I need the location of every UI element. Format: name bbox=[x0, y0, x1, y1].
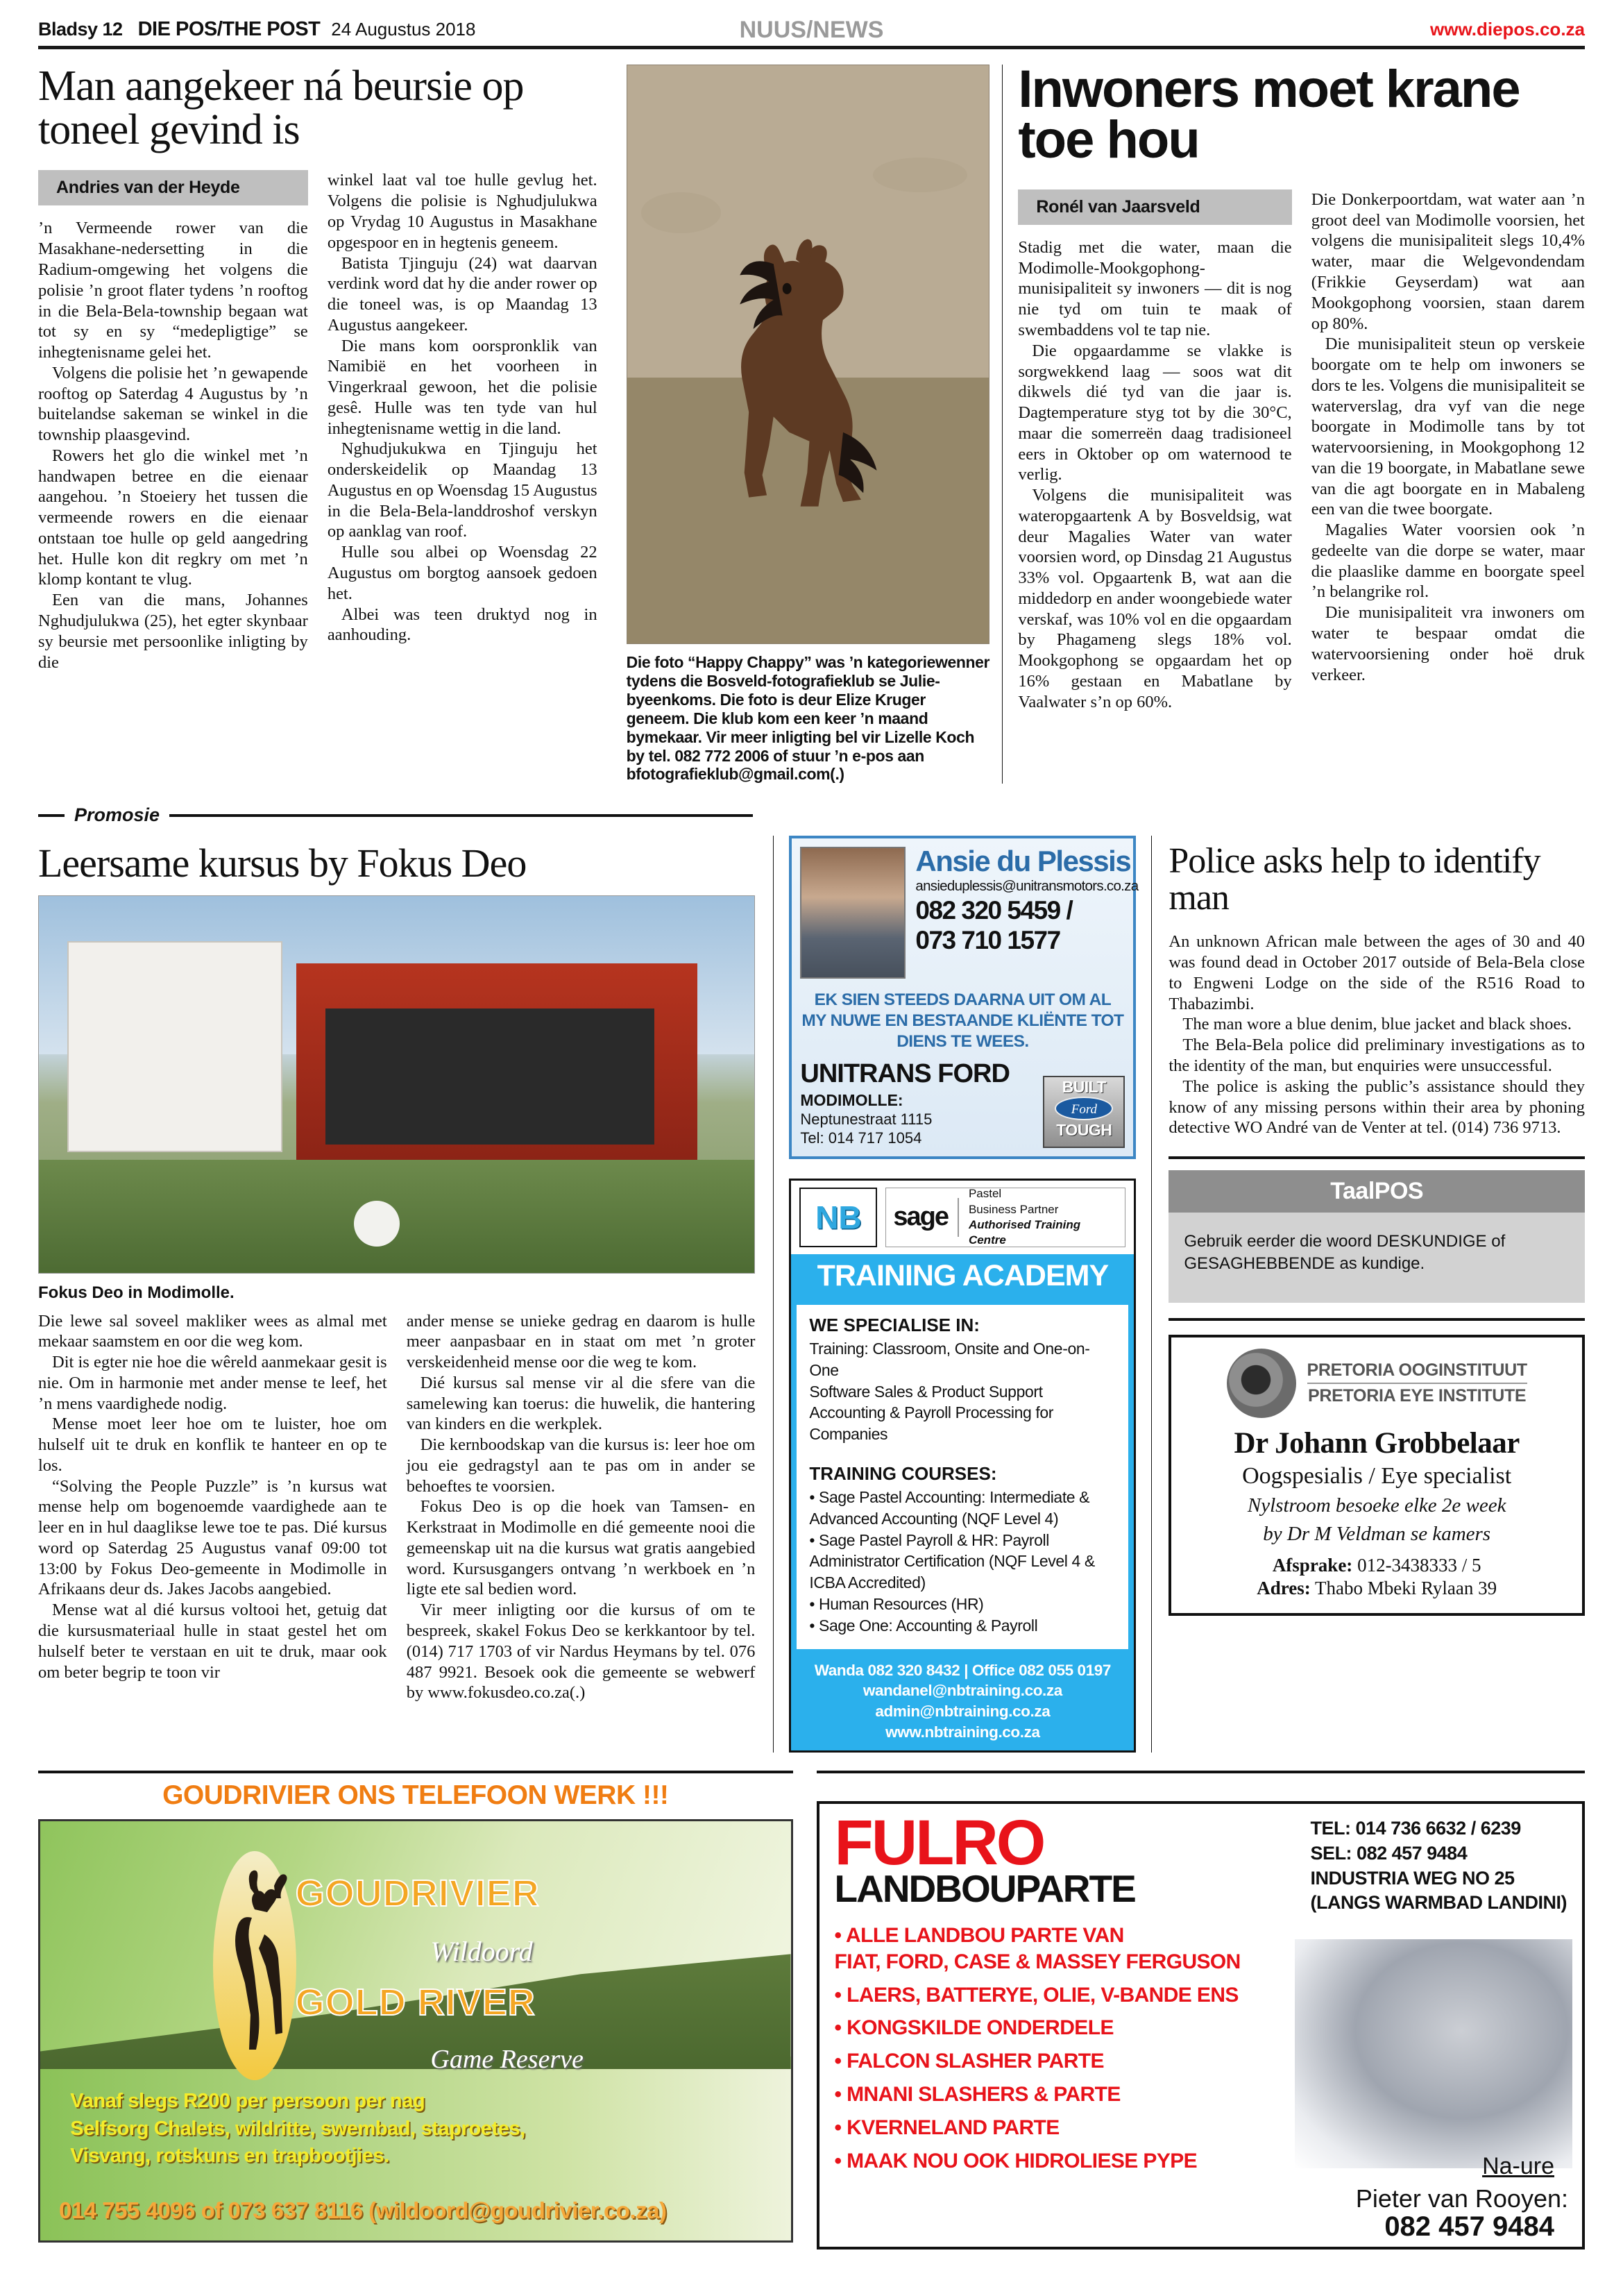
paragraph: Hulle sou albei op Woensdag 22 Augustus om borgtog aansoek gedoen het. bbox=[327, 543, 597, 603]
nb-contact-line[interactable]: admin@nbtraining.co.za bbox=[875, 1703, 1051, 1721]
afterhours-label: Na-ure bbox=[1482, 2153, 1554, 2180]
nb-course-item: • Sage Pastel Payroll & HR: Payroll Administrator Certification (NQF Level 4 & ICBA Accredited) bbox=[809, 1530, 1095, 1592]
article-main-col-2 bbox=[328, 170, 597, 673]
nb-course-item: • Human Resources (HR) bbox=[809, 1595, 984, 1614]
offer-line: Visvang, rotskuns en trapbootjies. bbox=[70, 2144, 389, 2167]
paragraph: Rowers het glo die winkel met ’n handwapen betree en die eienaar aangehou. ’n Stoeiery het tussen die vermeende rowers en die eienaar ontstaan toe hulle op geld aangedring het. Hulle kon dit regkry om met ’n klomp kontant te vlug. bbox=[38, 446, 308, 589]
nb-contact-line[interactable]: www.nbtraining.co.za bbox=[885, 1723, 1040, 1741]
paragraph: Die munisipaliteit steun op verskeie boorgate om te help om inwoners se dors te les. Volgens die munisipaliteit se waterverslag, dra vyf van die nege boorgate in Modimolle tans by tot watervoorsiening, in Mookgophong 12 van die 19 boorgate, in Mabatlane sewe van die agt boorgate en in Mabaleng een van die twee boorgate. bbox=[1311, 335, 1585, 519]
ansie-name: Ansie du Plessis bbox=[915, 845, 1131, 878]
right-column bbox=[1151, 836, 1585, 1753]
rule-line bbox=[169, 814, 753, 817]
page-number-label: Bladsy 12 bbox=[38, 19, 123, 40]
paragraph: winkel laat val toe hulle gevlug het. Volgens die polisie is Nghudjulukwa op Vrydag 10 Augustus in Masakhane opgespoor en in hegtenis geneem. bbox=[327, 171, 597, 252]
publication-title: DIE POS/THE POST bbox=[137, 18, 321, 40]
ads-column-middle bbox=[773, 836, 1151, 1753]
nb-specialise-item: Software Sales & Product Support bbox=[809, 1382, 1043, 1401]
nb-contact-line[interactable]: wandanel@nbtraining.co.za bbox=[863, 1682, 1062, 1700]
article-man-aangekeer bbox=[38, 62, 614, 784]
visit-line-2: by Dr M Veldman se kamers bbox=[1263, 1523, 1491, 1546]
fulro-brand: FULRO bbox=[834, 1807, 1044, 1879]
goudrivier-script-en: Game Reserve bbox=[430, 2044, 584, 2074]
article-water-col-2 bbox=[1311, 189, 1585, 713]
promosie-label: Promosie bbox=[74, 804, 160, 826]
fokus-col-1 bbox=[38, 1311, 387, 1704]
fulro-item: FIAT, FORD, CASE & MASSEY FERGUSON bbox=[834, 1950, 1241, 1973]
paragraph: Dit is egter nie hoe die wêreld aanmekaar gesit is nie. Om in harmonie met ander mense te leef, het ’n mens vaardighede nodig. bbox=[38, 1353, 387, 1413]
ansie-phone-1[interactable]: 082 320 5459 / bbox=[915, 896, 1073, 925]
article-water-col-1 bbox=[1018, 189, 1291, 713]
paragraph: The Bela-Bela police did preliminary investigations as to the identity of the man, but enquiries were unsuccessful. bbox=[1169, 1036, 1585, 1075]
ford-oval-logo: Ford bbox=[1055, 1097, 1113, 1120]
doctor-name: Dr Johann Grobbelaar bbox=[1234, 1427, 1520, 1460]
paragraph: Die kernboodskap van die kursus is: leer hoe om jou eie gedragstyl aan te pas om in ander se behoeftes te voorsien. bbox=[406, 1435, 756, 1496]
paragraph: Volgens die munisipaliteit was wateropgaartenk A by Bosveldsig, wat deur Magalies Water van water voorsien word, op Dinsdag 21 Augustus 33% vol. Opgaartenk B, wat aan die middedorp en ander woongebiede water verskaf, was 10% vol en die opgaardam by Phagameng slegs 18% vol. Mookgophong se opgaardam het op 16% gestaan en Mabatlane by Vaalwater s’n op 60%. bbox=[1018, 486, 1292, 711]
badge-built-text: BUILT bbox=[1062, 1077, 1107, 1096]
ad-fulro[interactable] bbox=[817, 1771, 1585, 2249]
fokus-deo-photo bbox=[38, 895, 755, 1274]
paragraph: Dié kursus sal mense vir al die sfere van die samelewing kan toerus: die huwelik, die hantering van kinders en die werkplek. bbox=[406, 1373, 756, 1434]
promosie-rule bbox=[38, 804, 753, 826]
paragraph: ’n Vermeende rower van die Masakhane-nedersetting in die Radium-omgewing het volgens die polisie ’n groot flater tydens ’n rooftog in die Bela-Bela-township begaan wat tot sy en sy “medepligtige” se inhegtenisname gelei het. bbox=[38, 219, 308, 362]
paragraph: Nghudjukukwa en Tjinguju het onderskeidelik op Maandag 13 Augustus en op Woensdag 15 Augustus in die Bela-Bela-landdroshof verskyn op aanklag van roof. bbox=[327, 439, 597, 541]
headline-inwoners: Inwoners moet krane toe hou bbox=[1018, 60, 1520, 169]
doctor-specialty: Oogspesialis / Eye specialist bbox=[1242, 1463, 1512, 1489]
photo-caption: Die foto “Happy Chappy” was ’n kategoriewenner tydens die Bosveld-fotografieklub se Julie-byeenkoms. Die foto is deur Elize Kruger geneem. Die klub kom een keer ’n maand bymekaar. Vir meer inligting bel vir Lizelle Koch by tel. 082 772 2006 of stuur ’n e-pos aan bfotografieklub@gmail.com(.) bbox=[626, 653, 990, 784]
afterhours-name: Pieter van Rooyen: bbox=[1355, 2184, 1568, 2213]
fulro-subtitle: LANDBOUPARTE bbox=[834, 1866, 1135, 1910]
goudrivier-offer bbox=[70, 2088, 525, 2169]
eye-logo-icon bbox=[1227, 1349, 1296, 1418]
byline-ronel: Ronél van Jaarsveld bbox=[1018, 189, 1291, 225]
top-section bbox=[38, 60, 1585, 784]
paragraph: Vir meer inligting oor die kursus of om te bespreek, skakel Fokus Deo se kerkkantoor by tel. (014) 717 1703 of vir Nardus Heymans by tel. 076 487 9921. Besoek ook die gemeente se webwerf by www.fokusdeo.co.za(.) bbox=[406, 1601, 756, 1703]
nb-logo: NB bbox=[799, 1188, 877, 1247]
institute-name-af: PRETORIA OOGINSTITUUT bbox=[1307, 1360, 1527, 1381]
nb-specialise-item: Accounting & Payroll Processing for Companies bbox=[809, 1403, 1053, 1444]
tractor-parts-image bbox=[1295, 1939, 1572, 2168]
paragraph: Een van die mans, Johannes Nghudjulukwa (25), het egter skynbaar sy beursie met persoonlike inligting by die bbox=[38, 591, 308, 672]
badge-tough-text: TOUGH bbox=[1056, 1121, 1112, 1140]
address-line bbox=[1184, 1578, 1570, 1599]
sage-line-3: Authorised Training Centre bbox=[968, 1217, 1081, 1247]
paragraph: Mense moet leer hoe om te luister, hoe om hulself uit te druk en konflik te hanteer en op te los. bbox=[38, 1415, 387, 1475]
paragraph: Mense wat al dié kursus voltooi het, getuig dat die kursusmateriaal hulle in staat gestel het om hulself beter te verstaan en uit te druk, maar ook om beter begrip te toon vir bbox=[38, 1601, 387, 1682]
fulro-address-1: INDUSTRIA WEG NO 25 bbox=[1310, 1867, 1515, 1889]
sage-line-1: Pastel bbox=[968, 1187, 1002, 1201]
paragraph: Batista Tjinguju (24) wat daarvan verdink word dat hy die ander rower op die toneel was, is op Maandag 13 Augustus aangekeer. bbox=[327, 253, 597, 335]
fulro-item: • KVERNELAND PARTE bbox=[834, 2116, 1060, 2139]
headline-fokus-deo: Leersame kursus by Fokus Deo bbox=[38, 841, 527, 886]
goudrivier-brand-af: GOUDRIVIER bbox=[295, 1872, 540, 1914]
paragraph: Fokus Deo is op die hoek van Tamsen- en Kerkstraat in Modimolle en dié gemeente nooi die gemeenskap uit na die kursus wat gratis aangebied word. Kursusgangers ontvang ’n werkboek en ’n ligte ete sal bedien word. bbox=[406, 1497, 756, 1599]
article-main-col-1 bbox=[38, 170, 308, 673]
byline-andries: Andries van der Heyde bbox=[38, 170, 308, 205]
fulro-item: • MAAK NOU OOK HIDROLIESE PYPE bbox=[834, 2149, 1198, 2172]
appointments-line[interactable] bbox=[1184, 1555, 1570, 1576]
institute-name-en: PRETORIA EYE INSTITUTE bbox=[1307, 1383, 1527, 1406]
ad-pretoria-eye-institute[interactable] bbox=[1169, 1335, 1585, 1616]
fulro-item: • KONGSKILDE ONDERDELE bbox=[834, 2016, 1114, 2040]
article-fokus-deo bbox=[38, 836, 773, 1753]
paragraph: ander mense se unieke gedrag en daarom is hulle meer aanpasbaar en in staat om met ’n groter verskeidenheid mense oor die weg te kom. bbox=[406, 1311, 756, 1372]
nb-courses-heading: TRAINING COURSES: bbox=[809, 1463, 997, 1485]
unitrans-tel[interactable]: Tel: 014 717 1054 bbox=[800, 1129, 922, 1147]
nb-course-item: • Sage Pastel Accounting: Intermediate & Advanced Accounting (NQF Level 4) bbox=[809, 1488, 1090, 1528]
paragraph: Die lewe sal soveel makliker wees as almal met mekaar saamstem en oor die weg kom. bbox=[38, 1311, 387, 1351]
paragraph: Die munisipaliteit vra inwoners om water te bespaar omdat die watervoorsiening onder hoë druk verkeer. bbox=[1311, 603, 1585, 684]
address-label: Adres: bbox=[1257, 1577, 1311, 1598]
fulro-item: • ALLE LANDBOU PARTE VAN bbox=[834, 1923, 1124, 1947]
fulro-item: • MNANI SLASHERS & PARTE bbox=[834, 2082, 1121, 2106]
taalpos-title: TaalPOS bbox=[1169, 1170, 1585, 1213]
visit-line-1: Nylstroom besoeke elke 2e week bbox=[1247, 1494, 1506, 1517]
nb-course-item: • Sage One: Accounting & Payroll bbox=[809, 1616, 1038, 1635]
ansie-portrait bbox=[800, 847, 906, 979]
ansie-phone-2[interactable]: 073 710 1577 bbox=[915, 925, 1060, 954]
article-inwoners-water bbox=[1002, 60, 1585, 784]
logo-divider bbox=[958, 1198, 959, 1237]
fulro-item: • LAERS, BATTERYE, OLIE, V-BANDE ENS bbox=[834, 1983, 1239, 2007]
horse-photo bbox=[627, 65, 990, 644]
nb-specialise-item: Training: Classroom, Onsite and One-on-One bbox=[809, 1339, 1090, 1379]
paragraph: “Solving the People Puzzle” is ’n kursus wat mense help om bogenoemde vaardighede aan te leer en in hul daaglikse lewe toe te pas. Dié kursus word op Saterdag 25 Augustus vanaf 09:00 tot 13:00 by Fokus Deo-gemeente in Modimolle in Afrikaans deur ds. Jakes Jacobs aangebied. bbox=[38, 1476, 387, 1599]
website-url[interactable]: www.diepos.co.za bbox=[1430, 19, 1585, 40]
appointments-value[interactable]: 012-3438333 / 5 bbox=[1357, 1554, 1481, 1576]
nb-contact-line[interactable]: Wanda 082 320 8432 | Office 082 055 0197 bbox=[814, 1661, 1111, 1679]
horse-photo-block bbox=[614, 65, 1003, 784]
ad-goudrivier[interactable] bbox=[38, 1771, 793, 2249]
paragraph: Die opgaardamme se vlakke is sorgwekkend laag — soos wat dit dikwels dié tyd van die jaar is. Dagtemperature styg tot by die 30°C, maar die somerreën daag tradisioneel eers in Oktober op om waternood te verlig. bbox=[1018, 341, 1292, 484]
offer-line: Selfsorg Chalets, wildritte, swembad, staproetes, bbox=[70, 2117, 525, 2140]
goudrivier-artwork bbox=[38, 1819, 793, 2243]
unitrans-branch: MODIMOLLE: bbox=[800, 1090, 903, 1109]
masthead bbox=[38, 0, 1585, 41]
built-ford-tough-badge bbox=[1043, 1076, 1125, 1148]
goudrivier-script-af: Wildoord bbox=[430, 1935, 533, 1967]
ansie-email[interactable]: ansieduplessis@unitransmotors.co.za bbox=[915, 878, 1139, 895]
headline-police: Police asks help to identify man bbox=[1169, 841, 1540, 918]
ad-ansie-du-plessis[interactable] bbox=[789, 836, 1139, 1159]
offer-line: Vanaf slegs R200 per persoon per nag bbox=[70, 2090, 425, 2113]
goudrivier-contact[interactable]: 014 755 4096 of 073 637 8116 (wildoord@goudrivier.co.za) bbox=[59, 2197, 667, 2224]
sage-wordmark: sage bbox=[893, 1202, 948, 1232]
divider bbox=[1169, 1318, 1585, 1321]
fulro-item: • FALCON SLASHER PARTE bbox=[834, 2050, 1104, 2073]
nb-specialise-heading: WE SPECIALISE IN: bbox=[809, 1314, 980, 1335]
mid-section bbox=[38, 836, 1585, 1753]
goudrivier-header: GOUDRIVIER ONS TELEFOON WERK !!! bbox=[162, 1780, 669, 1811]
unitrans-address: Neptunestraat 1115 bbox=[800, 1110, 933, 1128]
unitrans-ford-name: UNITRANS FORD bbox=[800, 1058, 1010, 1088]
headline-man-aangekeer: Man aangekeer ná beursie op toneel gevind is bbox=[38, 62, 524, 154]
paragraph: Die mans kom oorspronklik van Namibië en het voorheen in Vingerkraal gewoon, het die polisie gesê. Hulle was ten tyde van hul inhegtenisname wettig in die land. bbox=[327, 336, 597, 438]
paragraph: Stadig met die water, maan die Modimolle-Mookgophong-munisipaliteit sy inwoners — dit is nog nie tyd om tuin te maak of swembaddens vol te tap nie. bbox=[1018, 237, 1292, 339]
paragraph: The police is asking the public’s assistance should they know of any missing persons within their area by phoning detective WO André van de Venter at tel. (014) 736 9713. bbox=[1169, 1077, 1585, 1138]
publication-date: 24 Augustus 2018 bbox=[331, 19, 476, 40]
paragraph: Albei was teen druktyd nog in aanhouding. bbox=[327, 605, 597, 645]
rule-dash bbox=[38, 814, 65, 817]
horse-illustration bbox=[699, 135, 924, 609]
fokus-photo-caption: Fokus Deo in Modimolle. bbox=[38, 1283, 235, 1302]
masthead-rule bbox=[38, 46, 1585, 49]
fulro-cell[interactable]: SEL: 082 457 9484 bbox=[1310, 1843, 1468, 1864]
paragraph: The man wore a blue denim, blue jacket and black shoes. bbox=[1182, 1015, 1572, 1034]
ad-nb-training-academy[interactable] bbox=[789, 1179, 1136, 1753]
goudrivier-brand-en: GOLD RIVER bbox=[295, 1981, 536, 2023]
paragraph: Volgens die polisie het ’n gewapende rooftog op Saterdag 4 Augustus by ’n buitelandse sakeman se winkel in die township plaasgevind. bbox=[38, 363, 308, 445]
paragraph: Die Donkerpoortdam, wat water aan ’n groot deel van Modimolle voorsien, het volgens die munisipaliteit slegs 10,4% water, maar die Welgevondendam (Frikkie Geyserdam) wat aan Mookgophong voorsien, staan darem op 80%. bbox=[1311, 189, 1585, 333]
kudu-icon bbox=[224, 1868, 300, 2069]
sage-partner-logo bbox=[885, 1188, 1125, 1247]
nb-banner-title: TRAINING ACADEMY bbox=[791, 1254, 1134, 1299]
fokus-col-2 bbox=[407, 1311, 756, 1704]
taalpos-body: Gebruik eerder die woord DESKUNDIGE of GESAGHEBBENDE as kundige. bbox=[1169, 1213, 1585, 1303]
taalpos-box bbox=[1169, 1170, 1585, 1303]
fulro-address-2: (LANGS WARMBAD LANDINI) bbox=[1310, 1892, 1567, 1914]
afterhours-number[interactable]: 082 457 9484 bbox=[1384, 2211, 1554, 2243]
paragraph: Magalies Water voorsien ook ’n gedeelte van die dorpe se water, maar die plaaslike damme en boorgate speel ’n belangrike rol. bbox=[1311, 521, 1585, 602]
divider bbox=[1169, 1156, 1585, 1159]
address-value: Thabo Mbeki Rylaan 39 bbox=[1315, 1577, 1497, 1598]
section-label: NUUS/NEWS bbox=[739, 17, 884, 43]
sage-line-2: Business Partner bbox=[968, 1202, 1059, 1216]
fulro-tel[interactable]: TEL: 014 736 6632 / 6239 bbox=[1310, 1818, 1521, 1839]
bottom-ads-section bbox=[38, 1771, 1585, 2249]
fulro-ad-box bbox=[817, 1801, 1585, 2249]
paragraph: An unknown African male between the ages of 30 and 40 was found dead in October 2017 outside of Bela-Bela close to Engweni Lodge on the side of the R516 Road to Thabazimbi. bbox=[1169, 932, 1585, 1013]
appointments-label: Afsprake: bbox=[1272, 1554, 1353, 1576]
ansie-slogan: EK SIEN STEEDS DAARNA UIT OM AL MY NUWE EN BESTAANDE KLIËNTE TOT DIENS TE WEES. bbox=[801, 990, 1124, 1052]
